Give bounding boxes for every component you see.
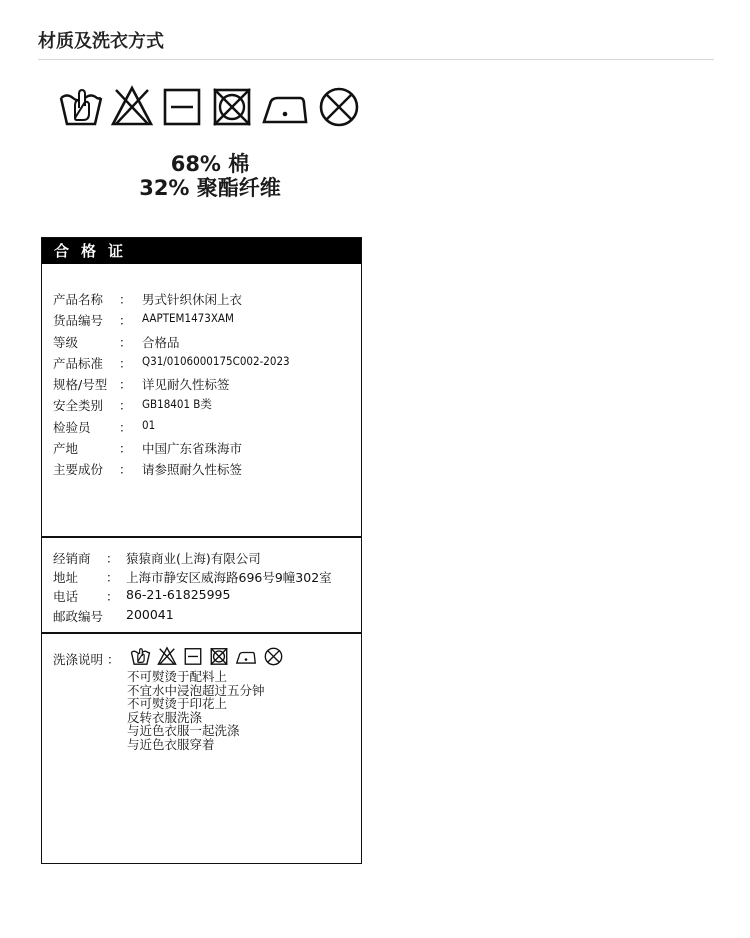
field-label: 产地 <box>53 441 79 457</box>
dealer-label: 经销商 <box>53 551 91 566</box>
care-note: 不可熨烫于印花上 <box>127 696 228 711</box>
dealer-label: 电话 <box>53 589 79 605</box>
field-colon: ： <box>119 292 132 307</box>
field-label: 等级 <box>53 334 79 350</box>
dealer-value: 200041 <box>126 606 174 622</box>
field-value: GB18401 B类 <box>142 397 212 412</box>
field-value: Q31/0106000175C002-2023 <box>142 353 290 368</box>
dry-flat-icon <box>160 84 204 128</box>
field-colon: ： <box>119 313 132 329</box>
field-colon: ： <box>119 377 132 393</box>
tag-divider <box>42 536 361 538</box>
field-label: 产品名称 <box>53 292 104 307</box>
dealer-colon: ： <box>106 551 119 566</box>
tag-divider <box>42 632 361 634</box>
dealer-value: 猿猿商业(上海)有限公司 <box>126 551 261 566</box>
care-note: 不可熨烫于配料上 <box>127 669 228 684</box>
field-colon: ： <box>119 419 132 435</box>
field-label: 规格/号型 <box>53 377 108 393</box>
field-label: 产品标准 <box>53 355 104 371</box>
field-value: 请参照耐久性标签 <box>142 462 243 478</box>
composition-line-cotton: 68% 棉 <box>170 152 250 176</box>
do-not-bleach-icon <box>157 646 177 666</box>
care-note: 与近色衣服一起洗涤 <box>127 723 240 738</box>
iron-low-icon <box>235 646 257 666</box>
field-label: 主要成份 <box>53 462 104 478</box>
iron-low-icon <box>260 84 310 128</box>
dealer-value: 上海市静安区威海路696号9幢302室 <box>126 570 332 586</box>
dealer-colon: ： <box>106 589 119 605</box>
care-note: 不宜水中浸泡超过五分钟 <box>127 682 265 698</box>
do-not-tumble-dry-icon <box>210 84 254 128</box>
field-label: 安全类别 <box>53 398 104 414</box>
hand-wash-icon <box>130 646 151 666</box>
dealer-label: 邮政编号 <box>53 608 104 624</box>
do-not-tumble-dry-icon <box>209 646 229 666</box>
section-divider <box>38 59 714 60</box>
dealer-value: 86-21-61825995 <box>126 587 231 603</box>
do-not-bleach-icon <box>110 84 154 128</box>
field-colon: ： <box>119 441 132 457</box>
care-note: 与近色衣服穿着 <box>127 736 215 752</box>
field-value: 合格品 <box>142 334 180 350</box>
field-value: 男式针织休闲上衣 <box>142 292 243 307</box>
dealer-label: 地址 <box>53 570 79 586</box>
field-value: AAPTEM1473XAM <box>142 311 234 326</box>
care-symbols-small <box>130 646 284 666</box>
section-title: 材质及洗衣方式 <box>38 31 164 52</box>
tag-header: 合格证 <box>42 238 361 264</box>
do-not-dry-clean-icon <box>316 84 362 128</box>
fabric-composition <box>0 152 420 200</box>
field-label: 检验员 <box>53 419 91 435</box>
field-colon: ： <box>119 334 132 350</box>
care-symbols-large <box>58 84 362 128</box>
hand-wash-icon <box>58 84 104 128</box>
certificate-tag <box>41 237 362 864</box>
care-note: 反转衣服洗涤 <box>127 709 203 725</box>
care-instructions-label: 洗涤说明 ： <box>53 652 120 667</box>
care-notes <box>127 670 265 751</box>
field-colon: ： <box>119 462 132 478</box>
dealer-colon: ： <box>106 570 119 586</box>
do-not-dry-clean-icon <box>263 646 284 666</box>
dry-flat-icon <box>183 646 203 666</box>
field-value: 中国广东省珠海市 <box>142 441 243 457</box>
field-value: 01 <box>142 417 156 432</box>
field-value: 详见耐久性标签 <box>142 377 230 393</box>
field-colon: ： <box>119 355 132 371</box>
field-colon: ： <box>119 398 132 414</box>
composition-line-polyester: 32% 聚酯纤维 <box>139 176 281 200</box>
field-label: 货品编号 <box>53 313 104 329</box>
